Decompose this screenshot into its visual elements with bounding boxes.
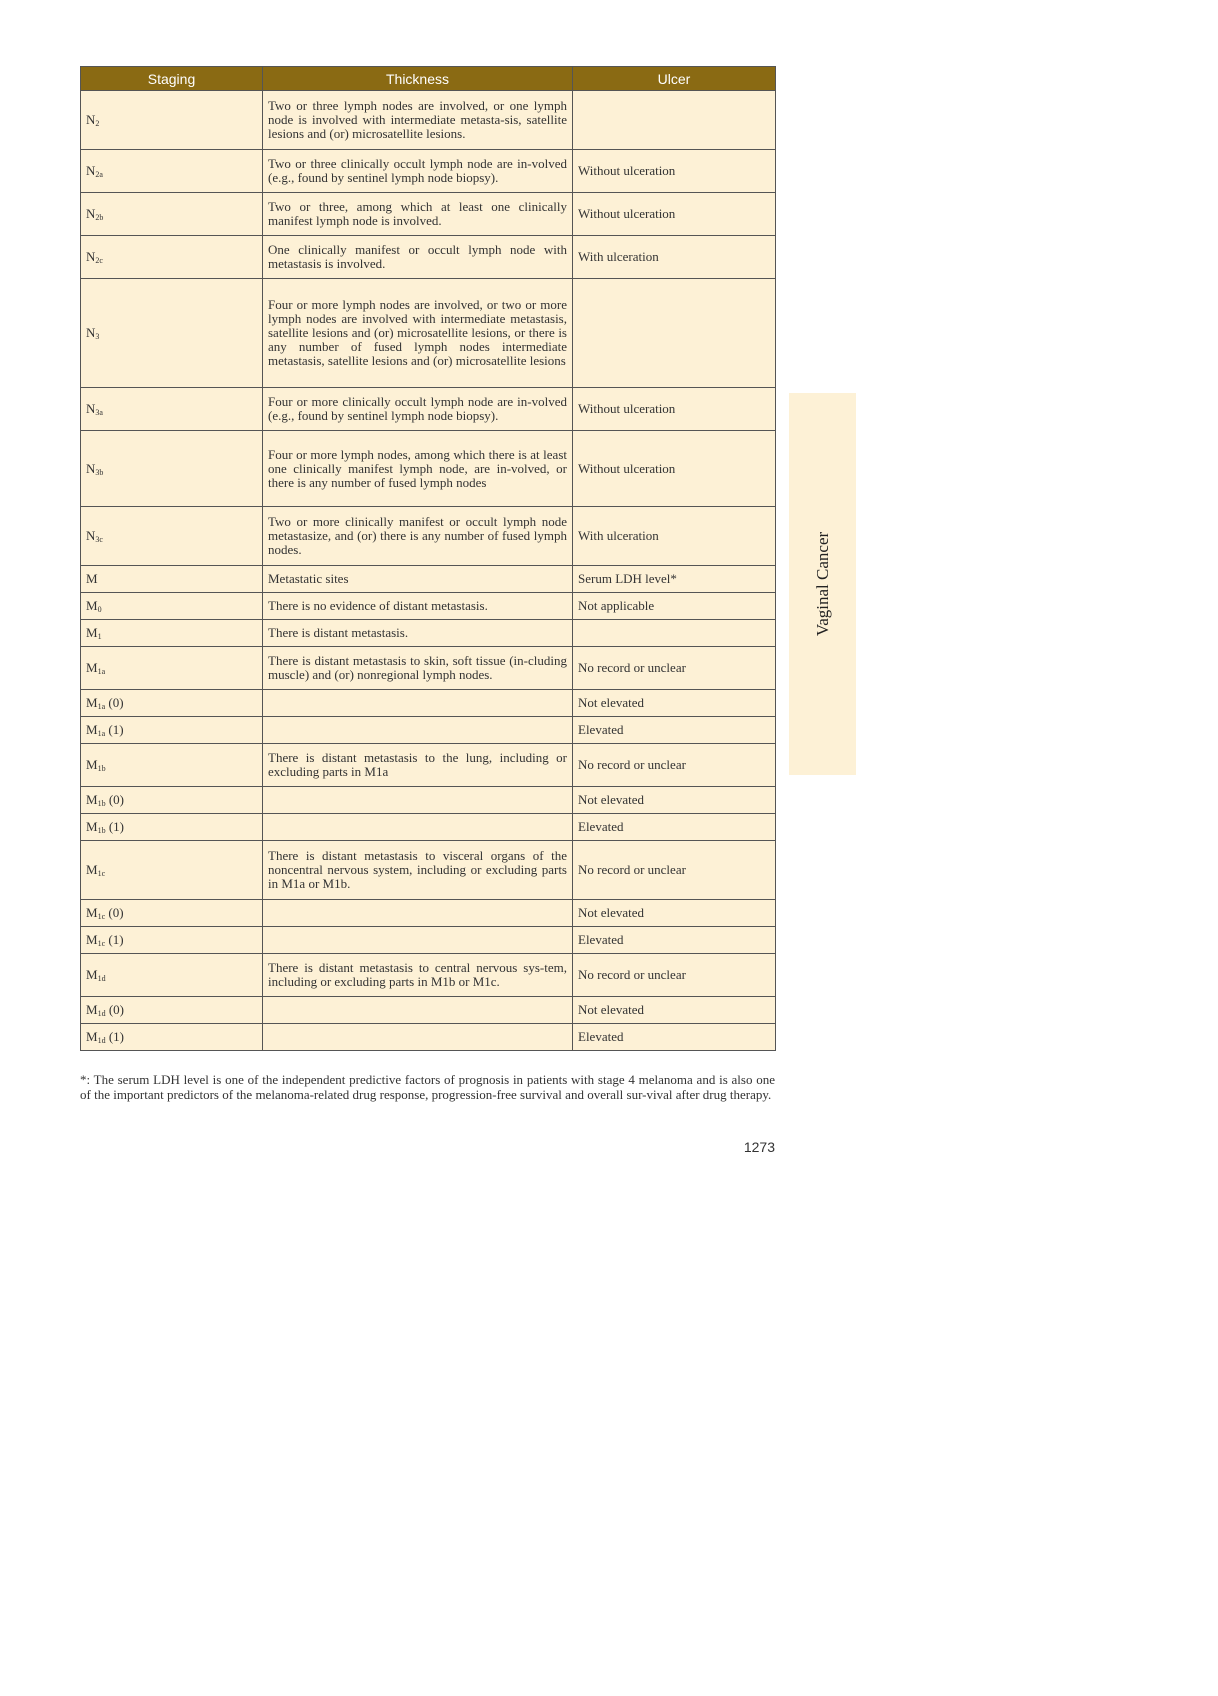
table-row <box>81 620 776 647</box>
stage-subscript: 1c <box>97 912 106 921</box>
cell-staging <box>81 566 263 593</box>
stage-code: N <box>86 325 96 340</box>
cell-staging <box>81 593 263 620</box>
table-row <box>81 388 776 431</box>
stage-code: M <box>86 1029 98 1044</box>
table-header-row <box>81 67 776 91</box>
stage-suffix: (0) <box>105 1002 124 1017</box>
stage-subscript: 3c <box>95 535 103 544</box>
cell-staging <box>81 647 263 690</box>
staging-table <box>80 66 776 1051</box>
stage-suffix: (0) <box>105 792 124 807</box>
cell-ulcer: Elevated <box>573 1024 776 1051</box>
page-number: 1273 <box>743 1139 775 1155</box>
stage-subscript: 1b <box>97 826 106 835</box>
stage-code: M <box>86 598 98 613</box>
cell-ulcer <box>573 91 776 150</box>
stage-code: M <box>86 571 98 586</box>
stage-code: M <box>86 792 98 807</box>
stage-code: N <box>86 528 96 543</box>
cell-thickness <box>263 997 573 1024</box>
stage-subscript: 3a <box>95 408 103 417</box>
stage-code: N <box>86 401 96 416</box>
stage-subscript: 1a <box>97 667 106 676</box>
stage-subscript: 1b <box>97 764 106 773</box>
table-row <box>81 1024 776 1051</box>
cell-ulcer: No record or unclear <box>573 954 776 997</box>
cell-staging <box>81 900 263 927</box>
header-thickness: Thickness <box>263 67 573 91</box>
table-body <box>81 91 776 1051</box>
cell-staging <box>81 787 263 814</box>
stage-subscript: 1c <box>97 939 106 948</box>
cell-staging <box>81 431 263 507</box>
cell-ulcer: With ulceration <box>573 236 776 279</box>
cell-ulcer: Not elevated <box>573 997 776 1024</box>
table-row <box>81 91 776 150</box>
stage-code: M <box>86 1002 98 1017</box>
stage-code: M <box>86 905 98 920</box>
stage-subscript: 1b <box>97 799 106 808</box>
table-row <box>81 431 776 507</box>
cell-ulcer: Elevated <box>573 717 776 744</box>
cell-thickness: There is distant metastasis to central nervous sys-tem, including or excluding parts in M1b or M1c. <box>263 954 573 997</box>
cell-staging <box>81 279 263 388</box>
cell-staging <box>81 814 263 841</box>
cell-ulcer: Not elevated <box>573 787 776 814</box>
cell-thickness: There is distant metastasis to skin, soft tissue (in-cluding muscle) and (or) nonregional lymph nodes. <box>263 647 573 690</box>
stage-code: M <box>86 862 98 877</box>
table-row <box>81 927 776 954</box>
chapter-side-tab <box>789 393 856 775</box>
cell-thickness: Two or three clinically occult lymph node are in-volved (e.g., found by sentinel lymph node biopsy). <box>263 150 573 193</box>
table-row <box>81 647 776 690</box>
table-row <box>81 690 776 717</box>
stage-suffix: (1) <box>105 932 124 947</box>
cell-ulcer: Elevated <box>573 814 776 841</box>
stage-code: N <box>86 112 96 127</box>
stage-subscript: 2 <box>95 119 100 128</box>
cell-ulcer: Without ulceration <box>573 388 776 431</box>
cell-ulcer <box>573 279 776 388</box>
stage-suffix: (1) <box>105 819 124 834</box>
cell-staging <box>81 150 263 193</box>
stage-code: M <box>86 722 98 737</box>
cell-ulcer: Elevated <box>573 927 776 954</box>
cell-thickness <box>263 900 573 927</box>
stage-suffix: (1) <box>105 722 124 737</box>
stage-suffix: (1) <box>105 1029 124 1044</box>
table-row <box>81 900 776 927</box>
table-row <box>81 814 776 841</box>
cell-staging <box>81 620 263 647</box>
footnote: *: The serum LDH level is one of the independent predictive factors of prognosis in patients with stage 4 melanoma and is also one of the important predictors of the melanoma-related drug response, progression-free survival and overall sur-vival after drug therapy. <box>80 1072 775 1102</box>
stage-suffix: (0) <box>105 695 124 710</box>
stage-subscript: 1d <box>97 1009 106 1018</box>
stage-code: M <box>86 932 98 947</box>
cell-staging <box>81 388 263 431</box>
cell-thickness: There is distant metastasis. <box>263 620 573 647</box>
stage-subscript: 1d <box>97 974 106 983</box>
cell-thickness: There is distant metastasis to visceral organs of the noncentral nervous system, including or excluding parts in M1a or M1b. <box>263 841 573 900</box>
stage-subscript: 2c <box>95 256 103 265</box>
cell-thickness: Two or three, among which at least one clinically manifest lymph node is involved. <box>263 193 573 236</box>
table-row <box>81 193 776 236</box>
stage-subscript: 2b <box>95 213 104 222</box>
stage-subscript: 1a <box>97 729 106 738</box>
stage-code: N <box>86 460 96 476</box>
stage-subscript: 1a <box>97 702 106 711</box>
table-row <box>81 593 776 620</box>
cell-ulcer: Without ulceration <box>573 431 776 507</box>
cell-thickness: There is no evidence of distant metastasis. <box>263 593 573 620</box>
stage-code: M <box>86 625 98 640</box>
cell-thickness <box>263 927 573 954</box>
cell-thickness: One clinically manifest or occult lymph node with metastasis is involved. <box>263 236 573 279</box>
stage-code: M <box>86 660 98 675</box>
stage-code: N <box>86 163 96 178</box>
table-row <box>81 236 776 279</box>
stage-subscript: 2a <box>95 170 103 179</box>
cell-thickness <box>263 787 573 814</box>
cell-thickness: Two or three lymph nodes are involved, or one lymph node is involved with intermediate metasta-sis, satellite lesions and (or) microsatellite lesions. <box>263 91 573 150</box>
stage-code: M <box>86 967 98 982</box>
chapter-label: Vaginal Cancer <box>812 531 832 637</box>
cell-thickness <box>263 717 573 744</box>
stage-code: N <box>86 206 96 221</box>
cell-ulcer: With ulceration <box>573 507 776 566</box>
table-row <box>81 507 776 566</box>
cell-staging <box>81 193 263 236</box>
stage-code: M <box>86 819 98 834</box>
cell-ulcer: Without ulceration <box>573 193 776 236</box>
cell-thickness <box>263 814 573 841</box>
cell-staging <box>81 717 263 744</box>
cell-thickness: Four or more lymph nodes, among which there is at least one clinically manifest lymph node, are in-volved, or there is any number of fused lymph nodes <box>263 431 573 507</box>
stage-subscript: 1d <box>97 1036 106 1045</box>
table-row <box>81 841 776 900</box>
cell-staging <box>81 690 263 717</box>
cell-ulcer: Serum LDH level* <box>573 566 776 593</box>
cell-thickness: Metastatic sites <box>263 566 573 593</box>
cell-thickness <box>263 1024 573 1051</box>
cell-staging <box>81 954 263 997</box>
stage-suffix: (0) <box>105 905 124 920</box>
cell-ulcer: No record or unclear <box>573 647 776 690</box>
cell-thickness: Two or more clinically manifest or occult lymph node metastasize, and (or) there is any number of fused lymph nodes. <box>263 507 573 566</box>
cell-thickness: Four or more lymph nodes are involved, or two or more lymph nodes are involved with intermediate metastasis, satellite lesions and (or) microsatellite lesions, or there is any number of fused lymph nodes intermediate metastasis, satellite lesions and (or) microsatellite lesions <box>263 279 573 388</box>
stage-subscript: 1 <box>97 632 102 641</box>
cell-thickness <box>263 690 573 717</box>
stage-subscript: 1c <box>97 869 106 878</box>
table-row <box>81 566 776 593</box>
cell-ulcer: Not elevated <box>573 690 776 717</box>
header-staging: Staging <box>81 67 263 91</box>
cell-staging <box>81 507 263 566</box>
table-row <box>81 954 776 997</box>
stage-code: M <box>86 757 98 772</box>
table-row <box>81 997 776 1024</box>
table-row <box>81 717 776 744</box>
cell-staging <box>81 744 263 787</box>
stage-subscript: 3b <box>95 467 104 477</box>
cell-thickness: Four or more clinically occult lymph node are in-volved (e.g., found by sentinel lymph node biopsy). <box>263 388 573 431</box>
table-row <box>81 279 776 388</box>
cell-ulcer: Not applicable <box>573 593 776 620</box>
table-row <box>81 787 776 814</box>
cell-staging <box>81 1024 263 1051</box>
cell-ulcer: No record or unclear <box>573 841 776 900</box>
table-row <box>81 150 776 193</box>
cell-staging <box>81 927 263 954</box>
cell-ulcer: Without ulceration <box>573 150 776 193</box>
cell-staging <box>81 236 263 279</box>
cell-staging <box>81 841 263 900</box>
header-ulcer: Ulcer <box>573 67 776 91</box>
cell-ulcer: No record or unclear <box>573 744 776 787</box>
cell-ulcer <box>573 620 776 647</box>
table-row <box>81 744 776 787</box>
cell-staging <box>81 91 263 150</box>
stage-code: M <box>86 695 98 710</box>
stage-subscript: 3 <box>95 332 100 341</box>
cell-staging <box>81 997 263 1024</box>
stage-subscript: 0 <box>97 605 102 614</box>
cell-ulcer: Not elevated <box>573 900 776 927</box>
cell-thickness: There is distant metastasis to the lung, including or excluding parts in M1a <box>263 744 573 787</box>
stage-code: N <box>86 249 96 264</box>
